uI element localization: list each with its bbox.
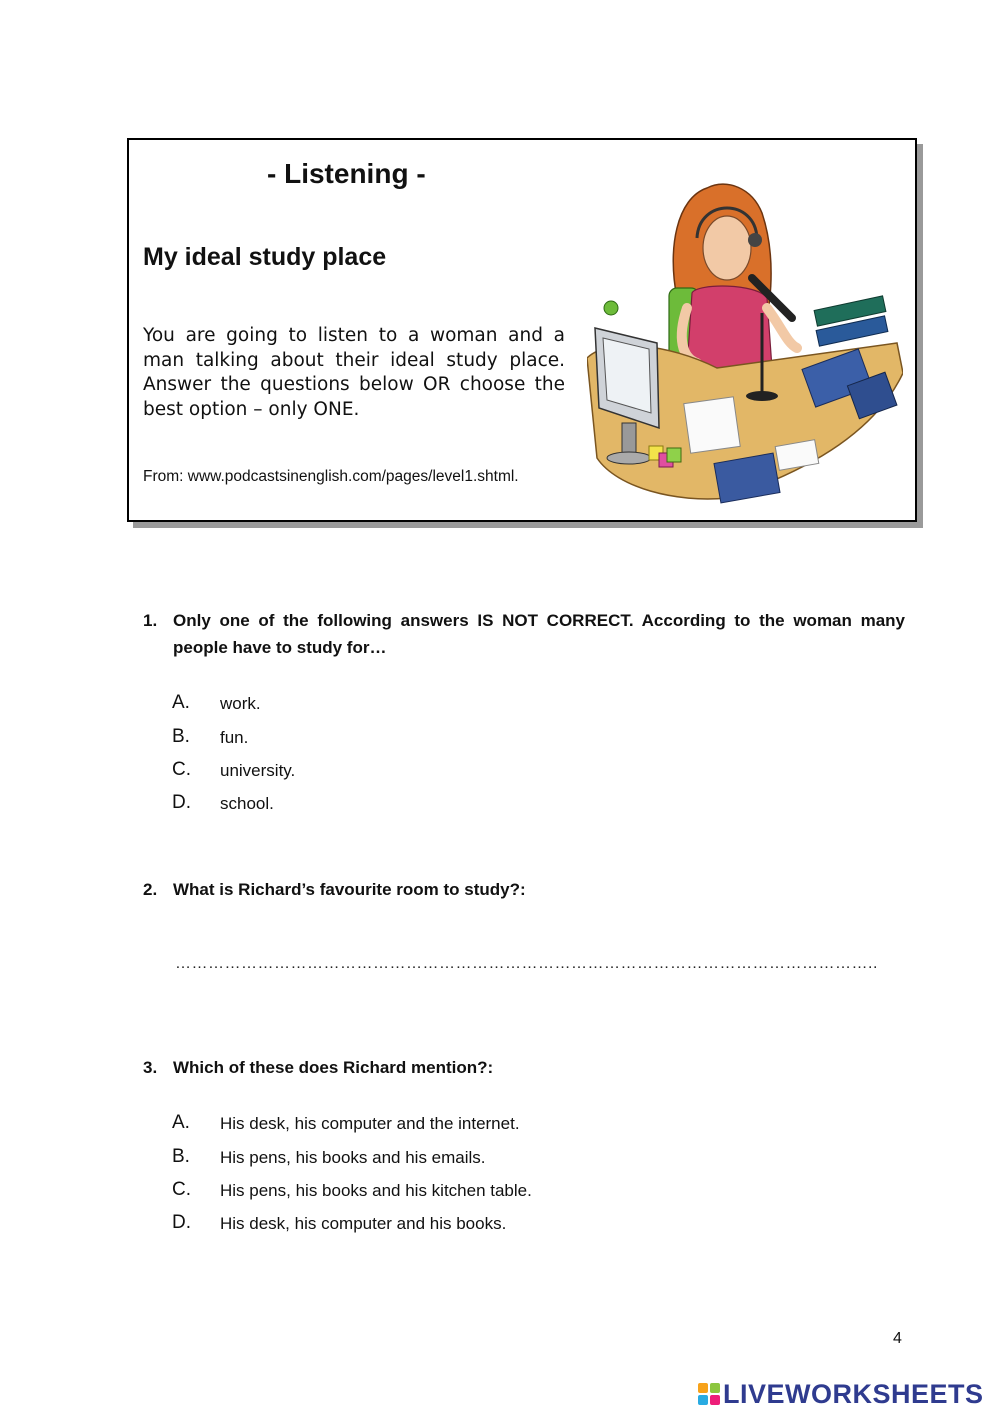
option-letter: B. xyxy=(172,1146,190,1167)
option-text: fun. xyxy=(220,728,249,747)
question-number: 2. xyxy=(143,880,158,899)
option-letter: D. xyxy=(172,1212,191,1233)
option-text: His pens, his books and his emails. xyxy=(220,1148,486,1167)
source-text: From: www.podcastsinenglish.com/pages/level1.shtml. xyxy=(143,468,519,485)
brand-name: LIVEWORKSHEETS xyxy=(723,1378,984,1409)
question-3 xyxy=(143,1054,905,1081)
question-text: Only one of the following answers IS NOT CORRECT. According to the woman many people have to study for… xyxy=(173,611,905,657)
student-desk-illustration xyxy=(587,168,903,508)
footer-brand[interactable] xyxy=(697,1378,984,1410)
question-number: 1. xyxy=(143,611,158,630)
option-letter: C. xyxy=(172,759,191,780)
option-letter: B. xyxy=(172,726,190,747)
intro-text: You are going to listen to a woman and a man talking about their ideal study place. Answer the questions below OR choose the best option – only ONE. xyxy=(143,325,565,420)
option-letter: A. xyxy=(172,692,190,713)
page-number: 4 xyxy=(893,1330,902,1347)
option-text: His desk, his computer and the internet. xyxy=(220,1114,520,1133)
option-text: His pens, his books and his kitchen table. xyxy=(220,1181,532,1200)
question-1 xyxy=(143,607,905,661)
option-text: His desk, his computer and his books. xyxy=(220,1214,507,1233)
option-letter: C. xyxy=(172,1179,191,1200)
liveworksheets-logo-icon xyxy=(697,1382,721,1406)
header-box xyxy=(127,138,917,522)
question-2 xyxy=(143,876,905,903)
page-title: - Listening - xyxy=(267,158,426,189)
question-number: 3. xyxy=(143,1058,158,1077)
question-text: What is Richard’s favourite room to study?: xyxy=(173,880,526,899)
question-text: Which of these does Richard mention?: xyxy=(173,1058,494,1077)
option-letter: A. xyxy=(172,1112,190,1133)
option-text: university. xyxy=(220,761,296,780)
answer-input-line[interactable]: ……………………………………………………………………………………………………………….. xyxy=(175,955,878,972)
option-text: school. xyxy=(220,794,274,813)
page-subtitle: My ideal study place xyxy=(143,243,387,271)
option-letter: D. xyxy=(172,792,191,813)
option-text: work. xyxy=(220,694,261,713)
